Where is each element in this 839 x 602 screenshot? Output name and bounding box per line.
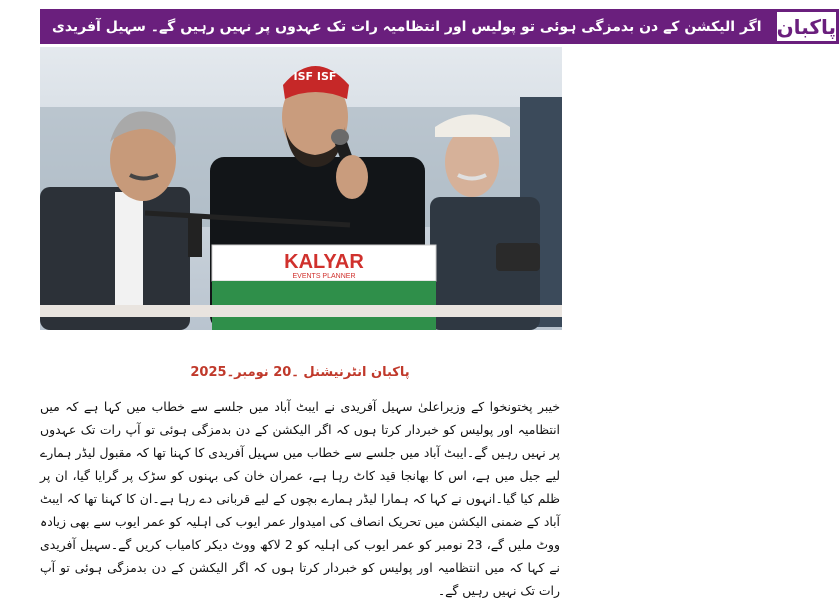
rally-photo-illustration bbox=[40, 47, 562, 330]
podium-banner-title: KALYAR bbox=[284, 251, 364, 273]
news-header bbox=[40, 9, 837, 44]
stage-rail bbox=[40, 305, 562, 317]
article-body bbox=[40, 395, 560, 602]
brand-name: پاکبان bbox=[776, 14, 837, 39]
podium bbox=[212, 245, 436, 330]
dateline: پاکبان انٹرنیشنل ۔20 نومبر۔2025 bbox=[190, 365, 410, 380]
headline-text: اگر الیکشن کے دن بدمزگی ہوئی تو پولیس اور انتظامیہ رات تک عہدوں پر نہیں رہیں گے۔ سہیل آفریدی bbox=[52, 18, 762, 35]
article-paragraph: خیبر پختونخوا کے وزیراعلیٰ سہیل آفریدی نے ایبٹ آباد میں جلسے سے خطاب میں کہا ہے کہ میں انتظامیہ اور پولیس کو خبردار کرتا ہوں کہ اگر الیکشن کے دن بدمزگی ہوئی تو آپ رات تک عہدوں پر نہیں رہیں گے۔ایبٹ آباد میں جلسے سے خطاب میں سہیل آفریدی کا کہنا تھا کہ مقبول لیڈر ہمارے لیے جیل میں ہے، اس کا بھانجا قید کاٹ رہا ہے، عمران خان کی بہنوں کو سڑک پر گرایا گیا، ان پر ظلم کیا گیا۔انہوں نے کہا کہ ہمارا لیڈر ہمارے بچوں کے لیے قربانی دے رہا ہے۔ان کا کہنا تھا کہ ایبٹ آباد کے ضمنی الیکشن میں تحریک انصاف کی امیدوار عمر ایوب کی اہلیہ کو عمر ایوب سے بھی زیادہ ووٹ ملیں گے، 23 نومبر کو عمر ایوب کی اہلیہ کو 2 لاکھ ووٹ دیکر کامیاب کریں گے۔سہیل آفریدی نے کہا کہ میں انتظامیہ اور پولیس کو خبردار کرتا ہوں کہ اگر الیکشن کے دن بدمزگی ہوئی تو آپ رات تک نہیں رہیں گے۔ bbox=[40, 399, 560, 598]
podium-banner-subtitle: EVENTS PLANNER bbox=[292, 273, 356, 280]
headline-banner bbox=[40, 9, 774, 44]
brand-logo bbox=[774, 9, 839, 44]
news-photo bbox=[40, 47, 562, 330]
mic bbox=[188, 217, 202, 257]
cap-text: ISF ISF bbox=[293, 70, 337, 83]
